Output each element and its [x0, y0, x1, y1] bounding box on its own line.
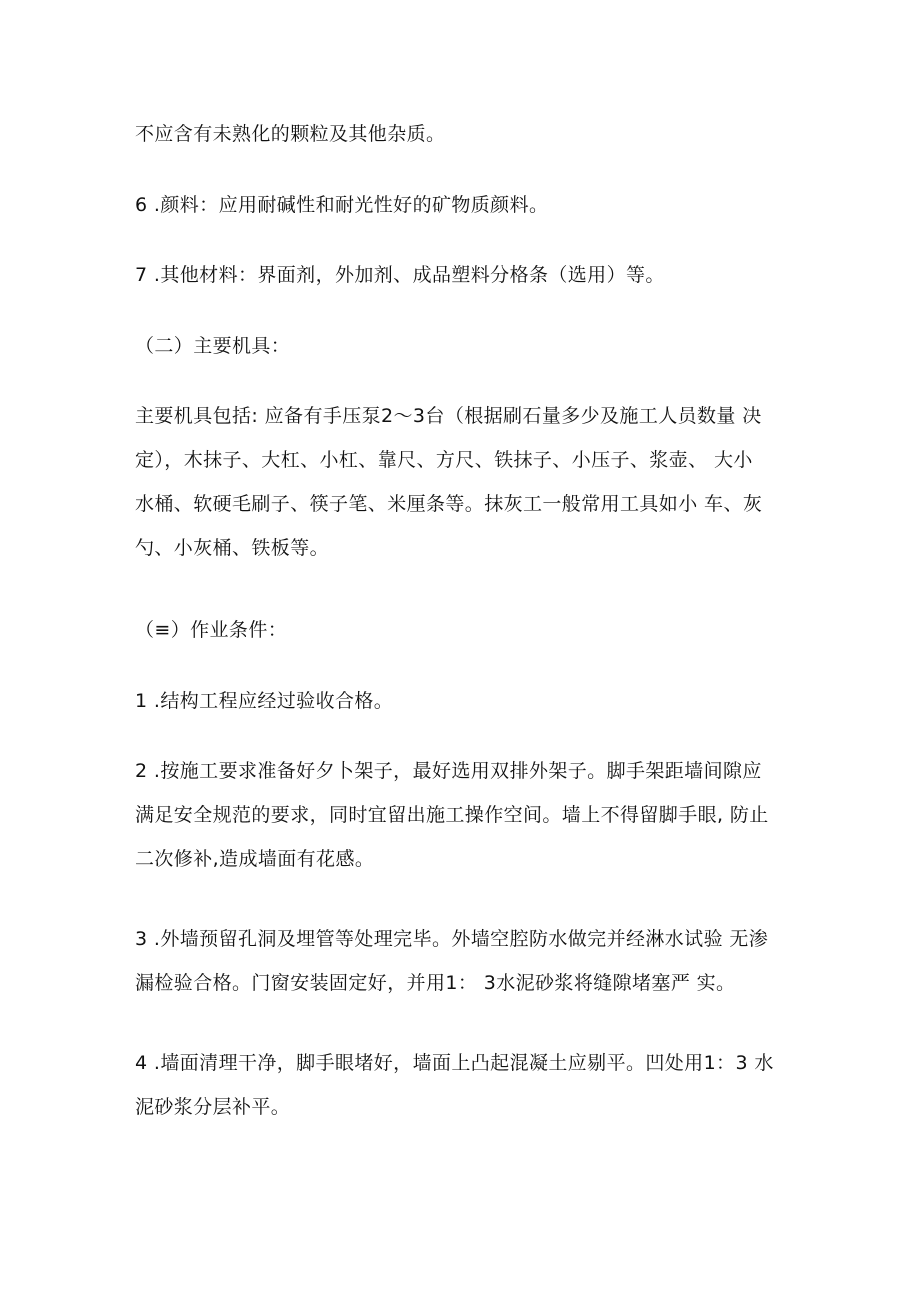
section-heading: （二）主要机具：	[135, 335, 291, 357]
text-line: 勺、小灰桶、铁板等。	[135, 537, 330, 559]
text-line: 漏检验合格。门窗安装固定好，并用1： 3水泥砂浆将缝隙堵塞严 实。	[135, 972, 736, 994]
text-line: 不应含有未熟化的颗粒及其他杂质。	[135, 123, 446, 145]
text-line: 二次修补,造成墙面有花感。	[135, 848, 375, 870]
text-line: 1 .结构工程应经过验收合格。	[135, 690, 394, 712]
text-line: 定），木抹子、大杠、小杠、靠尺、方尺、铁抹子、小压子、浆壶、 大小	[135, 449, 753, 471]
text-line: 6 .颜料：应用耐碱性和耐光性好的矿物质颜料。	[135, 194, 549, 216]
section-heading: （≡）作业条件：	[135, 619, 288, 641]
text-line: 水桶、软硬毛刷子、筷子笔、米厘条等。抹灰工一般常用工具如小 车、灰	[135, 493, 763, 515]
text-line: 7 .其他材料：界面剂，外加剂、成品塑料分格条（选用）等。	[135, 264, 665, 286]
text-line: 满足安全规范的要求，同时宜留出施工操作空间。墙上不得留脚手眼, 防止	[135, 804, 769, 826]
text-line: 2 .按施工要求准备好夕卜架子，最好选用双排外架子。脚手架距墙间隙应	[135, 760, 762, 782]
text-line: 主要机具包括: 应备有手压泵2～3台（根据刷石量多少及施工人员数量 决	[135, 405, 762, 427]
text-line: 3 .外墙预留孔洞及埋管等处理完毕。外墙空腔防水做完并经淋水试验 无渗	[135, 928, 769, 950]
text-line: 泥砂浆分层补平。	[135, 1096, 291, 1118]
text-line: 4 .墙面清理干净，脚手眼堵好，墙面上凸起混凝土应剔平。凹处用1：3 水	[135, 1052, 774, 1074]
